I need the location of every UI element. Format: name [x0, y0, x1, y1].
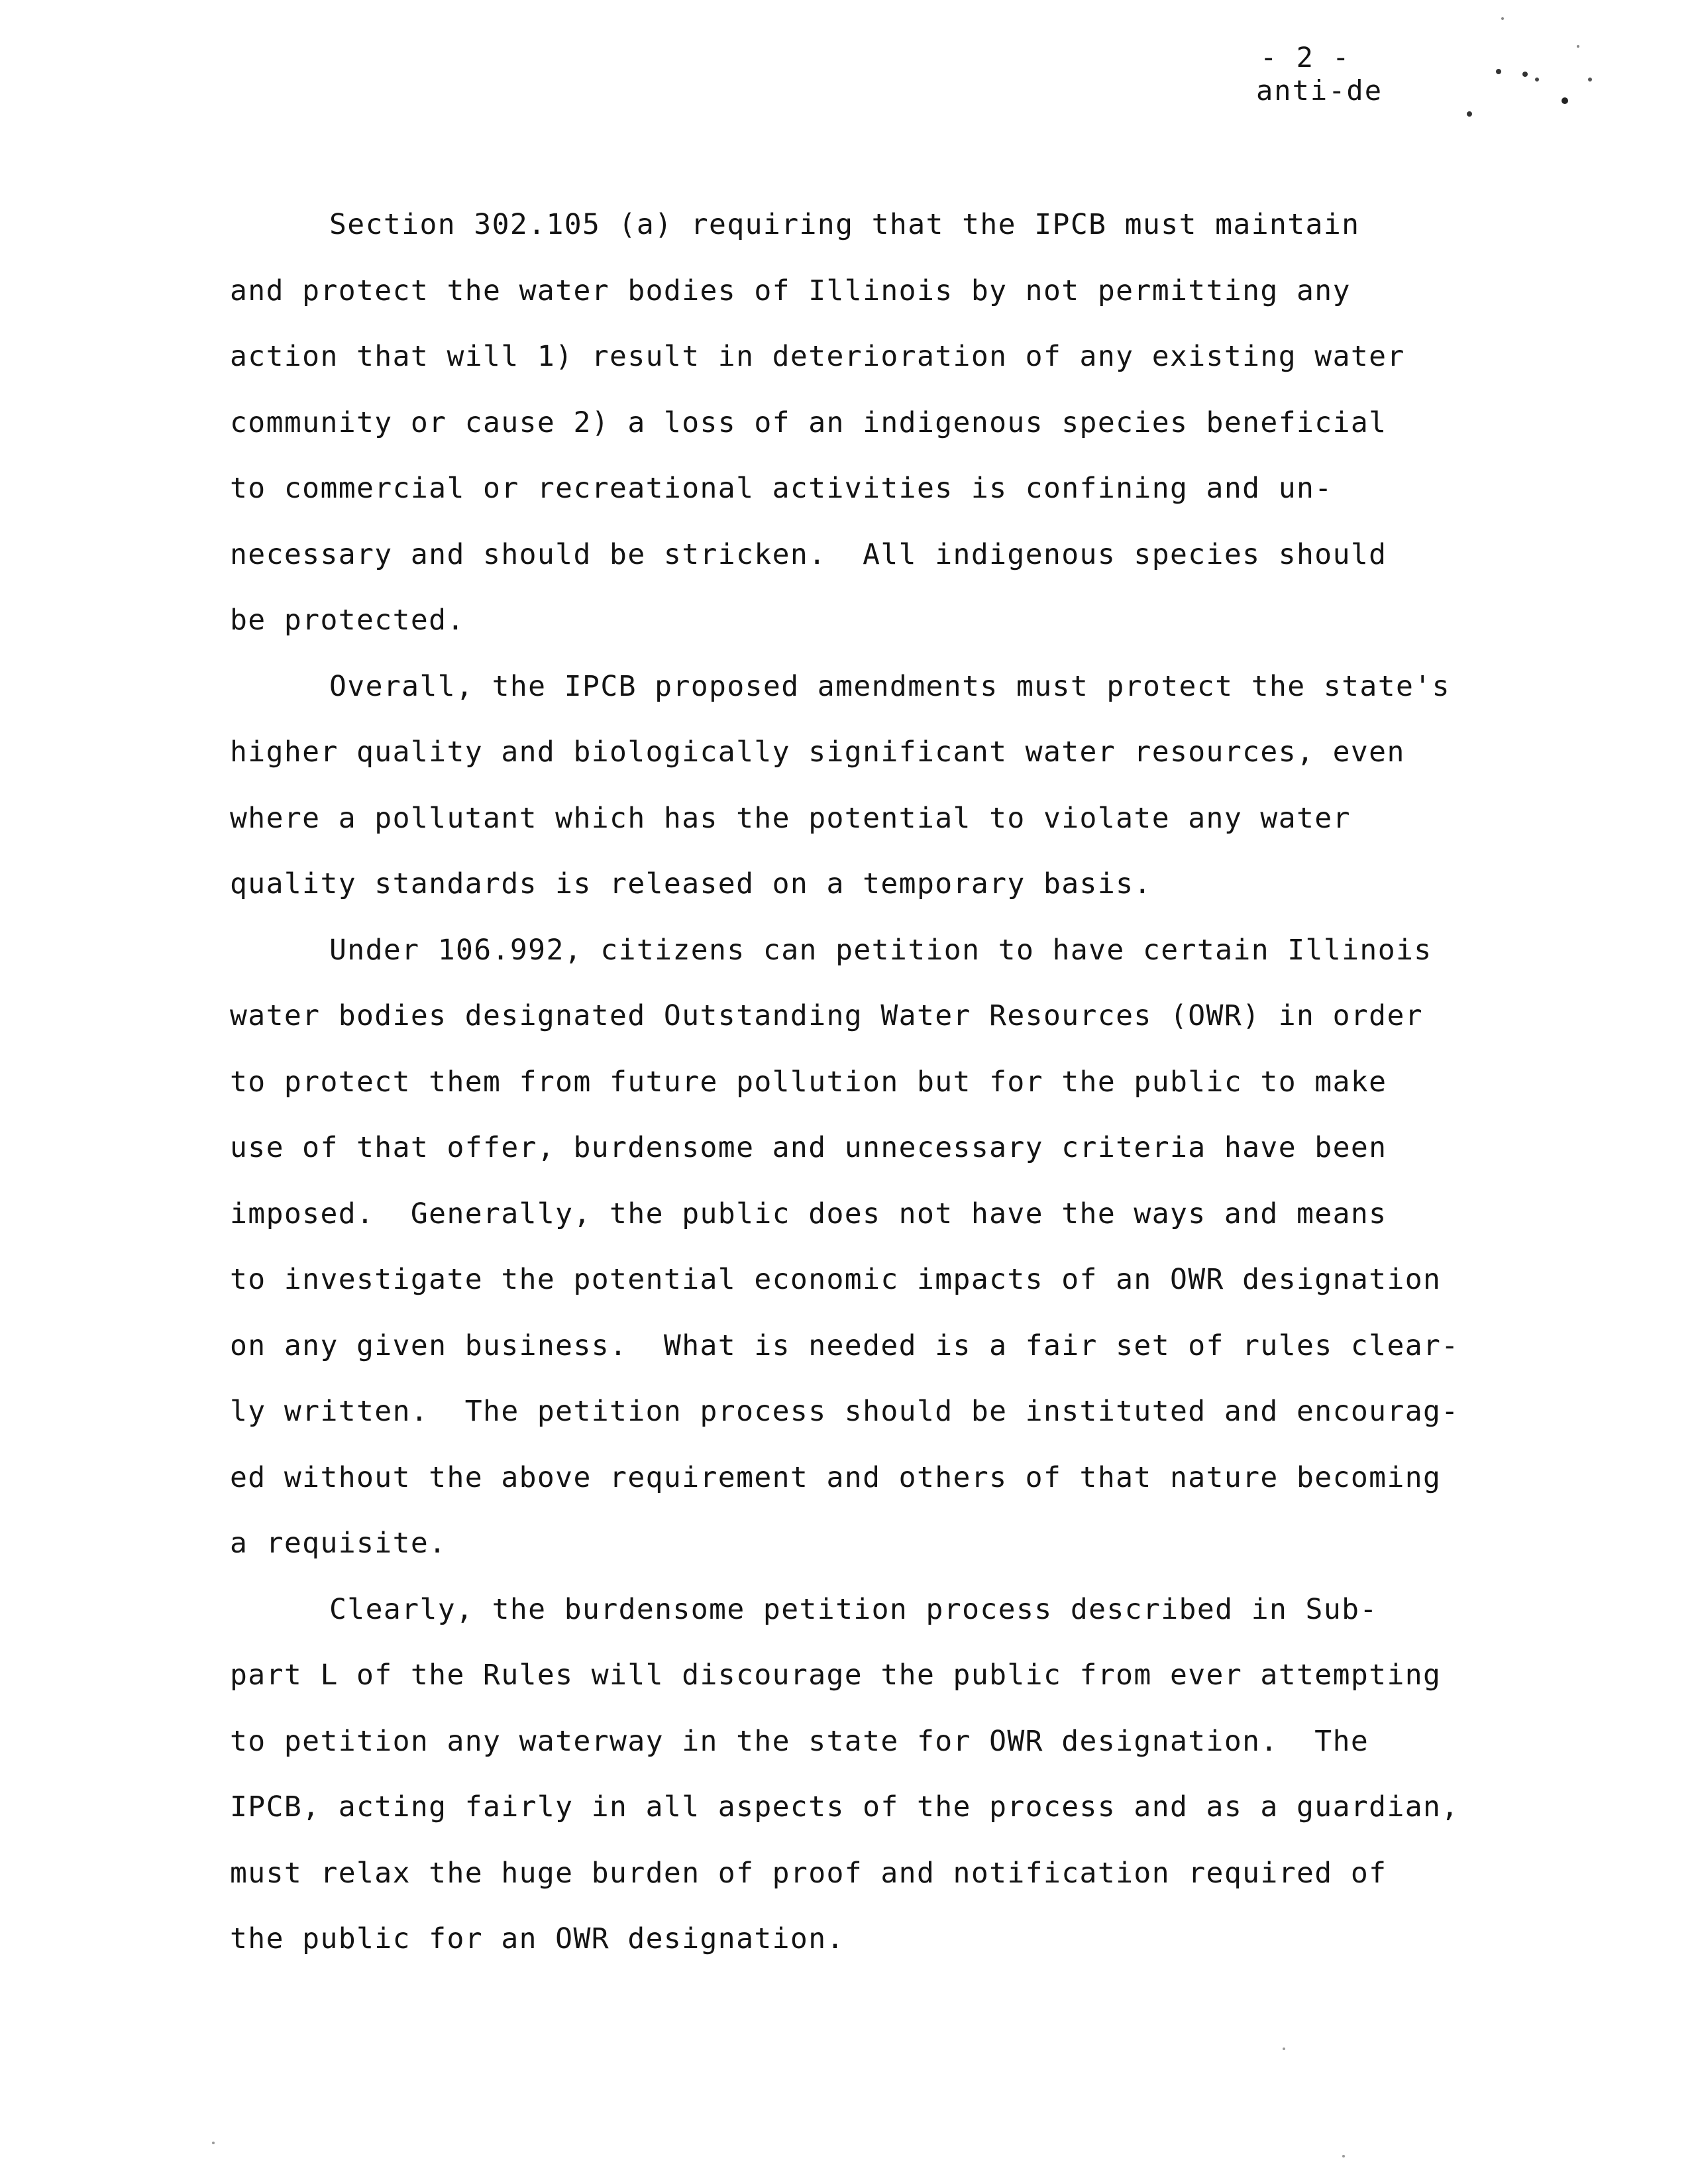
paragraph-overall: [230, 654, 1608, 918]
text-line: imposed. Generally, the public does not have the ways and means: [230, 1197, 1387, 1230]
text-line: a requisite.: [230, 1527, 447, 1560]
text-line: to commercial or recreational activities is confining and un-: [230, 472, 1333, 505]
text-line: the public for an OWR designation.: [230, 1922, 845, 1955]
paragraph-section-302: [230, 192, 1608, 654]
text-line: to investigate the potential economic impacts of an OWR designation: [230, 1263, 1442, 1296]
text-line: community or cause 2) a loss of an indigenous species beneficial: [230, 406, 1387, 439]
scan-speck: [1562, 97, 1568, 104]
scan-speck: [1501, 17, 1504, 20]
text-line: use of that offer, burdensome and unnecessary criteria have been: [230, 1131, 1387, 1164]
text-line: IPCB, acting fairly in all aspects of the process and as a guardian,: [230, 1790, 1459, 1824]
text-line: to petition any waterway in the state for OWR designation. The: [230, 1724, 1369, 1758]
scan-speck: [1577, 45, 1579, 48]
scan-speck: [1535, 78, 1539, 82]
text-line: part L of the Rules will discourage the public from ever attempting: [230, 1659, 1442, 1692]
text-line: Section 302.105 (a) requiring that the IPCB must maintain: [329, 208, 1360, 241]
scan-speck: [1496, 69, 1501, 74]
text-line: ly written. The petition process should be instituted and encourag-: [230, 1395, 1459, 1428]
text-line: be protected.: [230, 604, 465, 637]
text-line: Overall, the IPCB proposed amendments must protect the state's: [329, 669, 1450, 703]
text-line: Clearly, the burdensome petition process described in Sub-: [329, 1592, 1378, 1626]
text-line: quality standards is released on a temporary basis.: [230, 867, 1152, 901]
text-line: ed without the above requirement and others of that nature becoming: [230, 1460, 1442, 1494]
text-line: action that will 1) result in deterioration of any existing water: [230, 340, 1405, 373]
paragraph-clearly: [230, 1577, 1608, 1973]
text-line: Under 106.992, citizens can petition to have certain Illinois: [329, 933, 1432, 967]
text-line: to protect them from future pollution but for the public to make: [230, 1065, 1387, 1099]
scan-speck: [212, 2142, 215, 2144]
text-line: where a pollutant which has the potential to violate any water: [230, 801, 1351, 835]
scan-speck: [1342, 2155, 1345, 2157]
text-line: on any given business. What is needed is a fair set of rules clear-: [230, 1329, 1459, 1362]
text-line: water bodies designated Outstanding Water Resources (OWR) in order: [230, 999, 1424, 1032]
text-line: and protect the water bodies of Illinois by not permitting any: [230, 274, 1351, 307]
scan-speck: [1522, 72, 1528, 77]
text-line: higher quality and biologically significant water resources, even: [230, 736, 1405, 769]
page-number: - 2 -: [1260, 41, 1351, 74]
scan-speck: [1467, 111, 1472, 117]
page-header: [1256, 41, 1383, 107]
paragraph-under-106: [230, 918, 1608, 1577]
text-line: must relax the huge burden of proof and notification required of: [230, 1856, 1387, 1890]
body-text: [230, 192, 1608, 1973]
scan-speck: [1283, 2048, 1285, 2050]
document-reference: anti-de: [1256, 74, 1383, 107]
text-line: necessary and should be stricken. All indigenous species should: [230, 537, 1387, 571]
scan-speck: [1588, 78, 1592, 82]
